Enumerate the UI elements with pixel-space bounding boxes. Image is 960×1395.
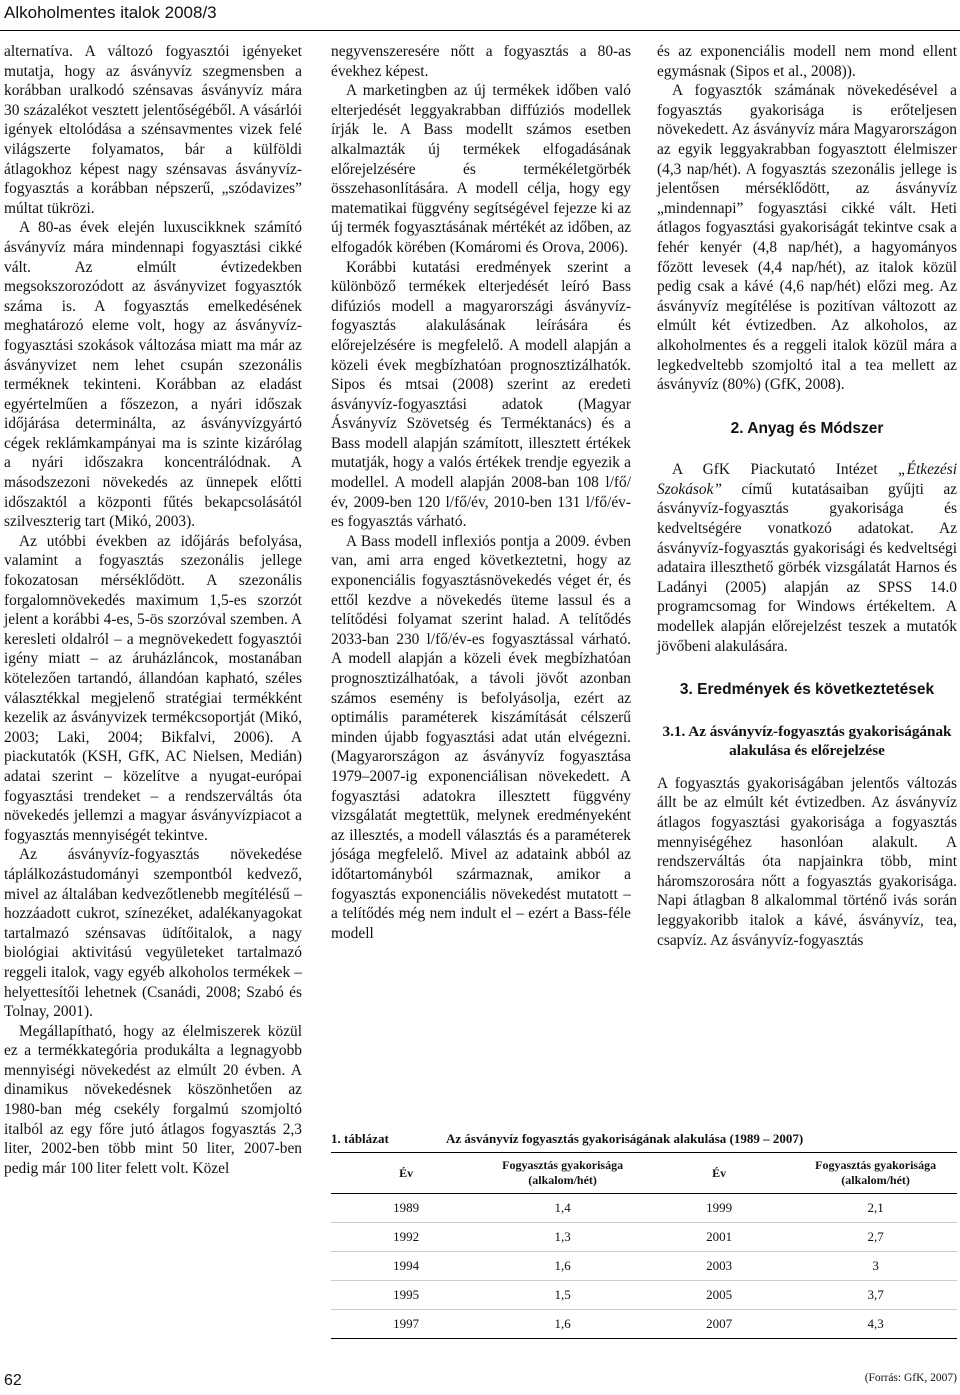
- table-cell: 2,1: [794, 1194, 957, 1223]
- table-header-row: [331, 1153, 957, 1194]
- column-header: Év: [331, 1153, 481, 1194]
- running-header: [0, 0, 960, 31]
- table-cell: 1,6: [481, 1310, 644, 1339]
- table-cell: 1,4: [481, 1194, 644, 1223]
- paragraph: Korábbi kutatási eredmények szerint a különböző termékek elterjedését leíró Bass difúziós modell a magyarországi ásványvíz-fogyasztás alakulásának leírására és előrejelzésére is megfelelő. A modell alapján a közeli évek megbízhatóan prognosztizálhatók. Sipos és mtsai (2008) szerint az eredeti ásványvíz-fogyasztási adatok (Magyar Ásványvíz Szövetség és Terméktanács) és a Bass modell alapján számított, illesztett értékek mutatják, hogy a valós értékek trendje egyezik a modellel. A modell alapján 2008-ban 108 l/fő/év, 2009-ben 120 l/fő/év, 2010-ben 131 l/fő/év-es fogyasztás várható.: [331, 258, 631, 531]
- table-cell: 2,7: [794, 1223, 957, 1252]
- paragraph: A 80-as évek elején luxuscikknek számító ásványvíz mára mindennapi fogyasztási cikké vált. Az elmúlt évtizedekben megsokszorozódott az ásványvizet fogyasztók száma is. A fogyasztás emelkedésének meghatározó eleme volt, hogy az ásványvíz-fogyasztási szokások változása miatt ma már az ásványvizet nem lehet csupán szezonális terméknek tekinteni. Korábban az eladást egyértelműen a főszezon, a nyári időszak időjárása determinálta, az ásványvízgyártó cégek reklámkampányai ma is szinte kizárólag a nyári időszakra koncentrálódnak. A másodszezoni növekedés az ünnepek előtti időszaktól a központi fűtés bekapcsolásától szilveszterig tart (Mikó, 2003).: [4, 219, 302, 531]
- section-heading: 3. Eredmények és következtetések: [679, 681, 935, 699]
- paragraph: és az exponenciális modell nem mond ellent egymásnak (Sipos et al., 2008)).: [657, 43, 957, 80]
- paragraph: A fogyasztás gyakoriságában jelentős változás állt be az elmúlt két évtizedben. Az ásványvíz átlagos fogyasztási gyakorisága a fogyasztás mennyiségéhez hasonlóan alakult. A rendszerváltás óta napjainkra több, mint háromszorosára nőtt a fogyasztás gyakorisága. Napi átlagban 8 alkalommal történő ivás során leggyakoribb italok a kávé, ásványvíz, tea, csapvíz. Az ásványvíz-fogyasztás: [657, 774, 957, 949]
- paragraph: Az utóbbi években az időjárás befolyása, valamint a fogyasztás szezonális jellege fokozatosan mérséklődött. A szezonális forgalomnövekedés maximum 1,5-es szorzót jelent a korábbi 4-es, 5-ös szorzóval szemben. A keresleti oldalról – a megnövekedett fogyasztói igény miatt – az áruházláncok, mostanában kötelezően tartandó, állandóan kapható, széles választékkal megjelenő stratégiai termékként kezelik az ásványvizek termékcsoportját (Mikó, 2003; Laki, 2004; Bikfalvi, 2006). A piackutatók (KSH, GfK, AC Nielsen, Medián) adatai szerint – közelítve a nyugat-európai fogyasztási trendeket – a rendszerváltás óta növekedés jellemzi a magyar ásványvízpiacot a fogyasztás mennyiségét tekintve.: [4, 532, 302, 844]
- table-cell: 1989: [331, 1194, 481, 1223]
- table-cell: 1,6: [481, 1252, 644, 1281]
- table-row: [331, 1223, 957, 1252]
- table-cell: 1995: [331, 1281, 481, 1310]
- page-number: 62: [4, 1372, 22, 1389]
- subsection-heading: 3.1. Az ásványvíz-fogyasztás gyakoriságának alakulása és előrejelzése: [662, 722, 952, 759]
- table-caption: [331, 1131, 957, 1147]
- table-cell: 2005: [644, 1281, 794, 1310]
- data-table: [331, 1152, 957, 1339]
- table-cell: 1,3: [481, 1223, 644, 1252]
- table-cell: 2007: [644, 1310, 794, 1339]
- table-row: [331, 1252, 957, 1281]
- text-column-2: [331, 42, 631, 943]
- paragraph: alternatíva. A változó fogyasztói igényeket mutatja, hogy az ásványvíz szegmensben a korábban uralkodó szénsavas ásványvíz mára 30 százalékot vesztett jelentőségéből. A vásárlói igények eltolódása a szénsavmentes vizek felé világszerte folyamatos, bár a külföldi átlagokhoz képest nagy szénsavas ásványvíz-fogyasztás a korábban népszerű, „szódavizes” múltat tükrözi.: [4, 43, 302, 217]
- column-header: Fogyasztás gyakorisága (alkalom/hét): [481, 1153, 644, 1194]
- paragraph: negyvenszeresére nőtt a fogyasztás a 80-as évekhez képest.: [331, 43, 631, 80]
- section-heading: 2. Anyag és Módszer: [730, 419, 884, 437]
- column-header: Év: [644, 1153, 794, 1194]
- paragraph: A marketingben az új termékek időben való elterjedését leggyakrabban diffúziós modellek írják le. A Bass modellt számos esetben alkalmazták új termékek elfogadásának előrejelzésére és termékéletgörbék összehasonlítására. A modell célja, hogy egy matematikai függvény segítségével fejezze ki az új termék fogyasztásának mértékét az időben, az elfogadók körében (Komáromi és Orova, 2006).: [331, 82, 631, 256]
- paragraph: A fogyasztók számának növekedésével a fogyasztás gyakorisága is erőteljesen növekedett. Az ásványvíz mára Magyarországon az egyik leggyakrabban fogyasztott élelmiszer (4,3 nap/hét). A fogyasztás szezonális jellege is jelentősen mérséklődött, az ásványvíz „mindennapi” fogyasztási cikké vált. Heti átlagos fogyasztási gyakoriságát tekintve csak a fehér kenyér (4,8 nap/hét), a hagyományos főzött levesek (4,4 nap/hét), az italok közül pedig csak a kávé (4,6 nap/hét) előzi meg. Az ásványvíz megítélése is pozitívan változott az elmúlt két évtizedben. Az alkoholos, az alkoholmentes és a reggeli italok közül mára a legkedveltebb szomjoltó ital a tea mellett az ásványvíz (80%) (GfK, 2008).: [657, 82, 957, 394]
- table-row: [331, 1194, 957, 1223]
- paragraph: [657, 460, 957, 656]
- table-cell: 2001: [644, 1223, 794, 1252]
- table-cell: 1999: [644, 1194, 794, 1223]
- column-header: Fogyasztás gyakorisága (alkalom/hét): [794, 1153, 957, 1194]
- italic-title: „Étkezési Szokások”: [657, 461, 957, 498]
- paragraph: Az ásványvíz-fogyasztás növekedése táplálkozástudományi szempontból kedvező, mivel az általában kedvezőtlenebb megítélésű – hozzáadott cukrot, színezéket, adalékanyagokat tartalmazó szénsavas üdítőitalok, a nagy biológiai aktivitású vegyületeket tartalmazó reggeli italok, vagy egyéb alkoholos termékek – helyettesítői lehetnek (Csanádi, 2008; Szabó és Tolnay, 2001).: [4, 846, 302, 1021]
- table-label: 1. táblázat: [331, 1131, 389, 1146]
- table-cell: 2003: [644, 1252, 794, 1281]
- table-cell: 3,7: [794, 1281, 957, 1310]
- paragraph: A Bass modell inflexiós pontja a 2009. évben van, ami arra enged következtetni, hogy az exponenciális fogyasztásnövekedés véget ér, és ettől kezdve a növekedés üteme lassul és a telítődési folyamat szerint halad. A telítődés 2033-ban 230 l/fő/év-es fogyasztással várható. A modell alapján a közeli évek megbízhatóan prognosztizálhatóak, a távoli jövőt azonban számos esemény is befolyásolja, ezért az optimális paraméterek kiszámítását célszerű minden újabb fogyasztási adat után elvégezni. (Magyarországon az ásványvíz fogyasztása 1979–2007-ig exponenciálisan növekedett. A fogyasztási adatokra illesztett függvény vizsgálatát megtettük, melynek eredményeként az illesztés, a modell választás és a paraméterek jósága megfelelő. Mivel az adataink abból az időtartományból származnak, amikor a fogyasztás exponenciális növekedést mutatott – a telítődés még nem indult el – ezért a Bass-féle modell: [331, 532, 631, 942]
- text-column-1: [4, 42, 302, 1178]
- text-column-3: [657, 42, 957, 950]
- table-row: [331, 1310, 957, 1339]
- paragraph-text: A GfK Piackutató Intézet: [672, 461, 898, 479]
- table-row: [331, 1281, 957, 1310]
- paragraph: Megállapítható, hogy az élelmiszerek közül ez a termékkategória produkálta a legnagyobb mennyiségi növekedést az elmúlt 20 évben. A dinamikus növekedésnek köszönhetően az 1980-ban még csekély forgalmú szomjoltó italból az egy főre jutó átlagos fogyasztás 2,3 liter, 2002-ben több mint 50 liter, 2007-ben pedig már 100 liter felett volt. Közel: [4, 1022, 302, 1177]
- table-cell: 1992: [331, 1223, 481, 1252]
- table-cell: 1,5: [481, 1281, 644, 1310]
- table-cell: 3: [794, 1252, 957, 1281]
- table-cell: 4,3: [794, 1310, 957, 1339]
- table-cell: 1997: [331, 1310, 481, 1339]
- table-source: (Forrás: GfK, 2007): [864, 1372, 957, 1384]
- journal-title: Alkoholmentes italok 2008/3: [4, 3, 217, 22]
- table-cell: 1994: [331, 1252, 481, 1281]
- paragraph-text: című kutatásaiban gyűjti az ásványvíz-fogyasztás gyakorisága és kedveltségére vonatkozó adatokat. Az ásványvíz-fogyasztás gyakorisági és kedveltségi adataira illeszthető görbék vizsgálatát Harnos és Ladányi (2005) alapján az SPSS 14.0 programcsomag for Windows értékeltem. A modellek alapján előrejelzést teszek a mutatók jövőbeni alakulására.: [657, 480, 957, 655]
- table-title: Az ásványvíz fogyasztás gyakoriságának alakulása (1989 – 2007): [446, 1131, 804, 1146]
